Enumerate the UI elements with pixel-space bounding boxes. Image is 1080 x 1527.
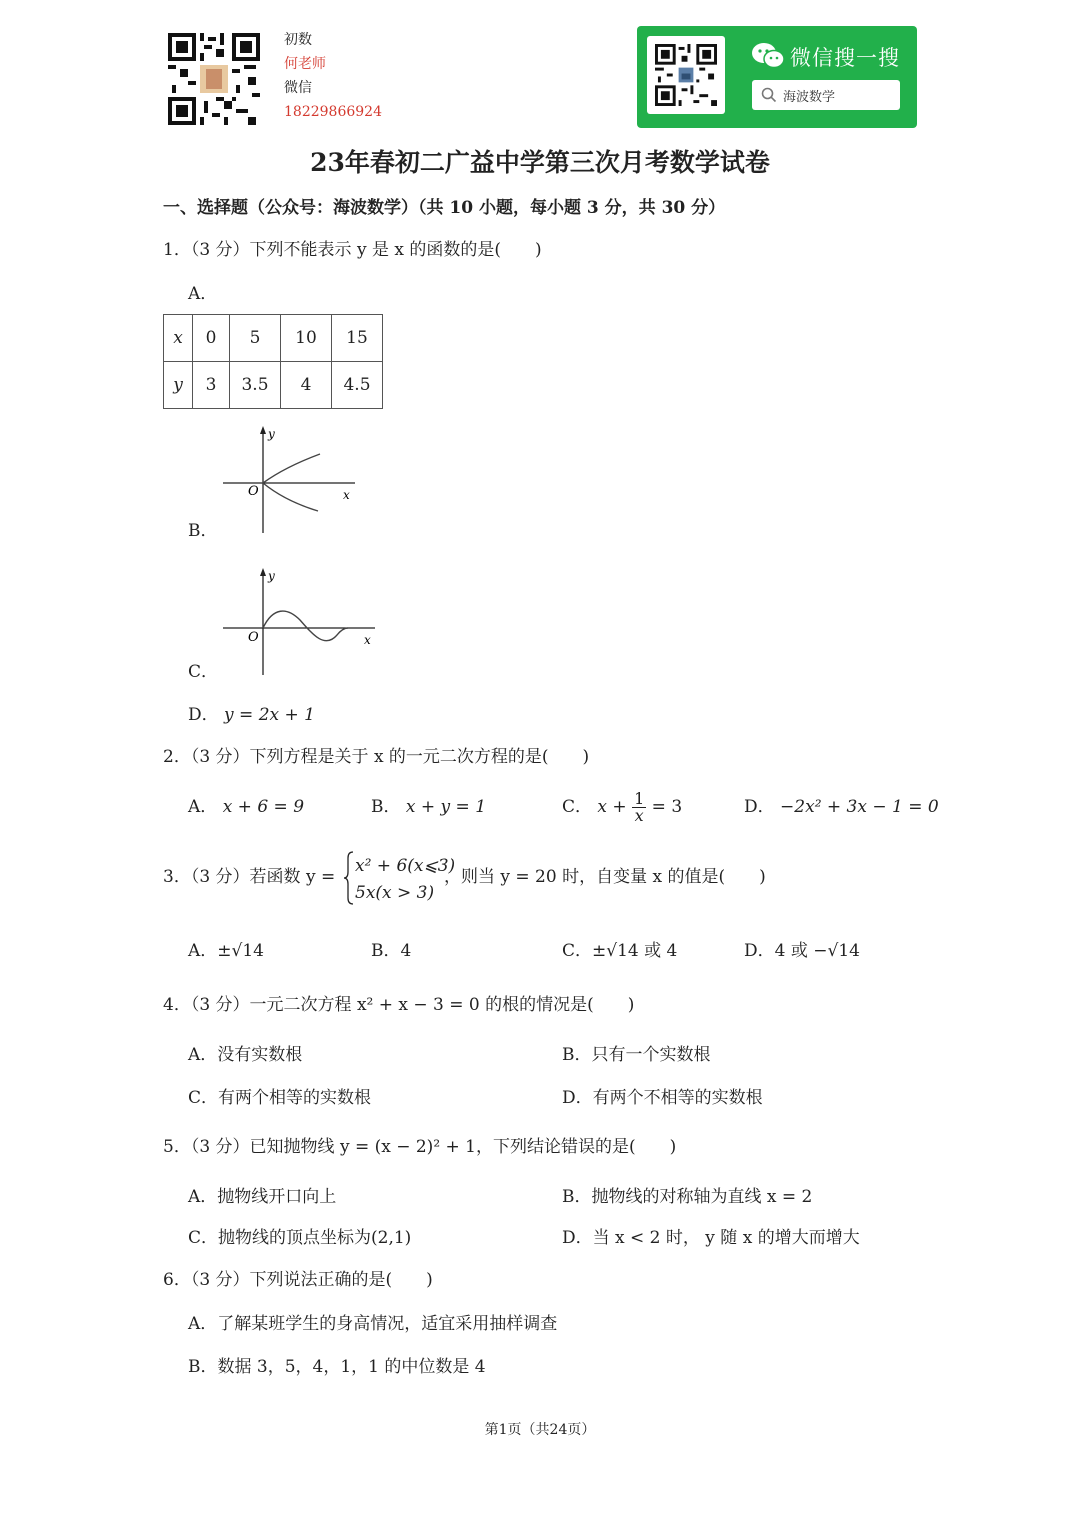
wechat-search-query: 海波数学 [783,90,836,105]
table-cell: 3 [193,362,230,409]
table-cell: 0 [193,315,230,362]
fraction-numerator: 1 [634,789,645,808]
q2-option-c [562,786,682,828]
q4-option-a: A．没有实数根 [188,1045,303,1065]
q6-stem: 6．（3 分）下列说法正确的是( ) [163,1270,433,1290]
table-header-y: y [164,362,193,409]
q1-graph-c [215,565,385,677]
q3-stem-post: ，则当 y = 20 时，自变量 x 的值是( ) [444,867,766,887]
contact-phone: 18229866924 [284,104,382,120]
q3-case-2: 5x(x > 3) [355,883,435,903]
q1-graph-b [215,423,365,535]
wechat-contact-qr-code [168,33,260,125]
q5-option-b: B．抛物线的对称轴为直线 x = 2 [562,1187,813,1207]
q2-option-c-pre: x + [597,797,627,817]
q2-option-a-expression: x + 6 = 9 [222,797,305,817]
q1-option-b-label: B． [188,521,218,541]
q3-option-d: D．4 或 −√14 [744,941,860,961]
page-footer: 第1页（共24页） [484,1422,596,1438]
q2-stem: 2．（3 分）下列方程是关于 x 的一元二次方程的是( ) [163,747,590,767]
q2-option-a [188,796,304,818]
piecewise-brace-icon [343,850,355,906]
q1-option-d [188,704,315,726]
q3-stem-pre: 3．（3 分）若函数 y = [163,867,336,887]
q5-option-a: A．抛物线开口向上 [188,1187,337,1207]
q1-option-d-expression: y = 2x + 1 [224,705,315,725]
wechat-logo-icon [751,42,785,70]
q1-option-d-label: D． [188,705,219,725]
graph-b-origin-label: O [248,484,259,499]
q5-option-c: C．抛物线的顶点坐标为(2,1) [188,1228,412,1248]
q6-option-b: B．数据 3，5，4，1，1 的中位数是 4 [188,1357,486,1377]
q6-option-a: A．了解某班学生的身高情况，适宜采用抽样调查 [188,1314,558,1334]
contact-wechat-label: 微信 [284,80,312,96]
wechat-search-banner[interactable] [637,26,917,128]
q2-option-b [371,796,486,818]
graph-c-y-label: y [268,569,275,583]
graph-b-y-label: y [268,427,275,441]
q4-option-d: D．有两个不相等的实数根 [562,1088,763,1108]
q3-option-a: A．±√14 [188,941,264,961]
graph-c-origin-label: O [248,630,259,645]
table-cell: 3.5 [230,362,281,409]
q3-option-c: C．±√14 或 4 [562,941,678,961]
q1-stem: 1．（3 分）下列不能表示 y 是 x 的函数的是( ) [163,240,542,260]
q3-case-1: x² + 6(x⩽3) [355,856,456,876]
wechat-search-title: 微信搜一搜 [790,46,900,70]
q2-option-a-label: A． [188,797,218,817]
table-row [164,315,383,362]
contact-subject: 初数 [284,32,312,48]
table-cell: 10 [281,315,332,362]
q4-option-b: B．只有一个实数根 [562,1045,711,1065]
contact-info [284,28,382,124]
fraction-denominator: x [634,806,644,825]
official-account-qr-frame [647,36,725,114]
page-title: 23年春初二广益中学第三次月考数学试卷 [310,148,770,177]
table-cell: 15 [332,315,383,362]
q1-option-c-label: C． [188,662,219,682]
q2-option-c-label: C． [562,797,593,817]
q5-option-d: D．当 x < 2 时， y 随 x 的增大而增大 [562,1228,860,1248]
q2-option-c-fraction [632,791,646,824]
q4-option-c: C．有两个相等的实数根 [188,1088,372,1108]
q4-stem: 4．（3 分）一元二次方程 x² + x − 3 = 0 的根的情况是( ) [163,995,635,1015]
q1-value-table [163,314,383,409]
section-heading: 一、选择题（公众号：海波数学）（共 10 小题，每小题 3 分，共 30 分） [163,198,726,218]
q2-option-b-label: B． [371,797,401,817]
graph-c-x-label: x [364,633,371,647]
contact-teacher: 何老师 [284,56,326,72]
table-cell: 4 [281,362,332,409]
q1-option-a-label: A． [188,284,218,304]
q2-option-d [744,796,939,818]
q5-stem: 5．（3 分）已知抛物线 y = (x − 2)² + 1，下列结论错误的是( ) [163,1137,677,1157]
table-cell: 4.5 [332,362,383,409]
table-cell: 5 [230,315,281,362]
search-icon [761,87,777,103]
q2-option-b-expression: x + y = 1 [405,797,487,817]
official-account-qr-code [655,44,717,106]
table-row [164,362,383,409]
graph-b-x-label: x [343,488,350,502]
q3-option-b: B．4 [371,941,412,961]
q2-option-c-post: = 3 [651,797,683,817]
table-header-x: x [164,315,193,362]
q2-option-d-label: D． [744,797,775,817]
q2-option-d-expression: −2x² + 3x − 1 = 0 [780,797,939,817]
wechat-search-box[interactable] [752,80,900,110]
